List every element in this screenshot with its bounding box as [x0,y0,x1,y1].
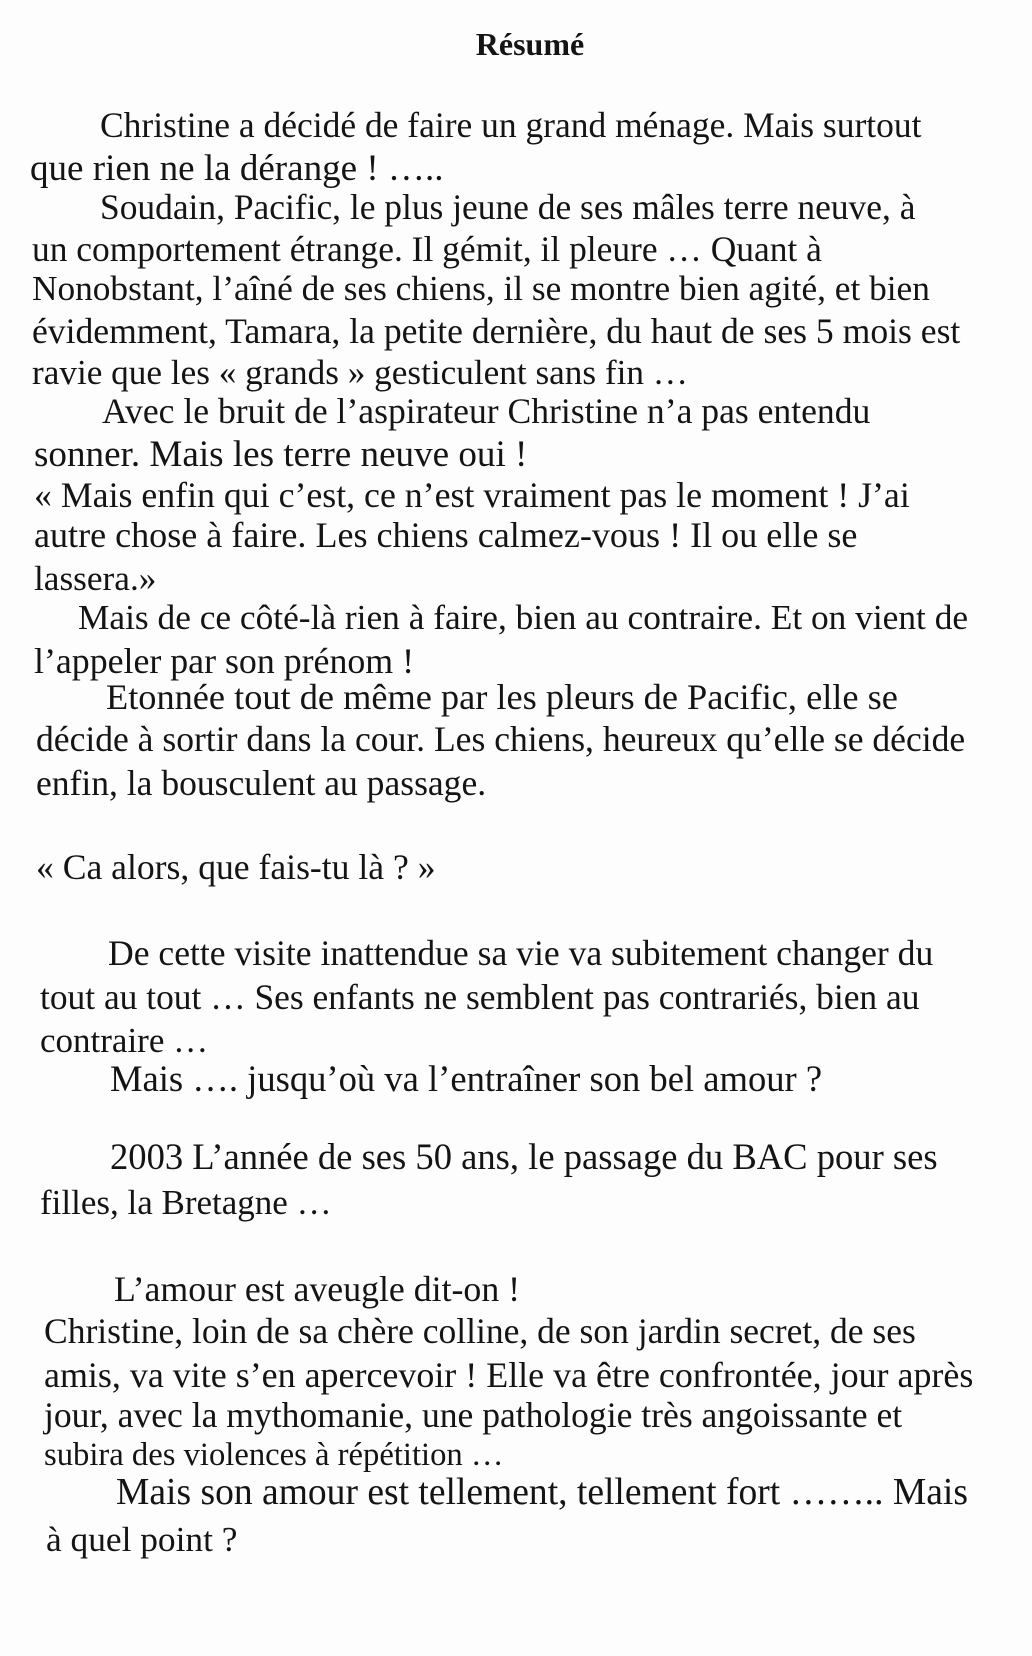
text-line: Nonobstant, l’aîné de ses chiens, il se montre bien agité, et bien [32,269,930,308]
text-line: De cette visite inattendue sa vie va subitement changer du [108,933,934,973]
text-line: « Mais enfin qui c’est, ce n’est vraiment pas le moment ! J’ai [34,475,910,515]
text-line: jour, avec la mythomanie, une pathologie très angoissante et [44,1395,903,1435]
text-line: Mais son amour est tellement, tellement fort …….. Mais [116,1472,968,1513]
text-line: Mais de ce côté-là rien à faire, bien au contraire. Et on vient de [78,597,969,637]
text-line: contraire … [40,1021,209,1060]
page-title: Résumé [475,26,585,62]
text-line: amis, va vite s’en apercevoir ! Elle va être confrontée, jour après [44,1355,974,1395]
text-line: à quel point ? [46,1519,238,1559]
text-line: un comportement étrange. Il gémit, il pleure … Quant à [32,229,822,269]
text-line: décide à sortir dans la cour. Les chiens, heureux qu’elle se décide [36,719,966,759]
text-line: enfin, la bousculent au passage. [36,763,487,803]
text-line: Soudain, Pacific, le plus jeune de ses mâles terre neuve, à [100,187,916,227]
text-line: autre chose à faire. Les chiens calmez-vous ! Il ou elle se [34,515,858,555]
text-line: Christine a décidé de faire un grand ménage. Mais surtout [100,105,922,145]
text-line: l’appeler par son prénom ! [34,641,415,681]
text-line: filles, la Bretagne … [40,1183,332,1222]
text-line: que rien ne la dérange ! ….. [30,148,444,189]
text-line: subira des violences à répétition … [44,1437,504,1473]
text-line: sonner. Mais les terre neuve oui ! [34,434,528,475]
text-line: Etonnée tout de même par les pleurs de Pacific, elle se [106,677,898,717]
text-line: « Ca alors, que fais-tu là ? » [36,847,436,887]
text-line: Avec le bruit de l’aspirateur Christine n’a pas entendu [102,391,871,431]
text-line: évidemment, Tamara, la petite dernière, du haut de ses 5 mois est [32,311,961,351]
text-line: lassera.» [34,559,157,598]
text-line: Christine, loin de sa chère colline, de son jardin secret, de ses [44,1311,916,1351]
text-line: Mais …. jusqu’où va l’entraîner son bel amour ? [110,1058,823,1099]
text-line: tout au tout … Ses enfants ne semblent pas contrariés, bien au [40,977,920,1017]
text-line: 2003 L’année de ses 50 ans, le passage du BAC pour ses [110,1136,938,1177]
text-line: ravie que les « grands » gesticulent sans fin … [32,353,688,392]
text-line: L’amour est aveugle dit-on ! [114,1269,521,1309]
